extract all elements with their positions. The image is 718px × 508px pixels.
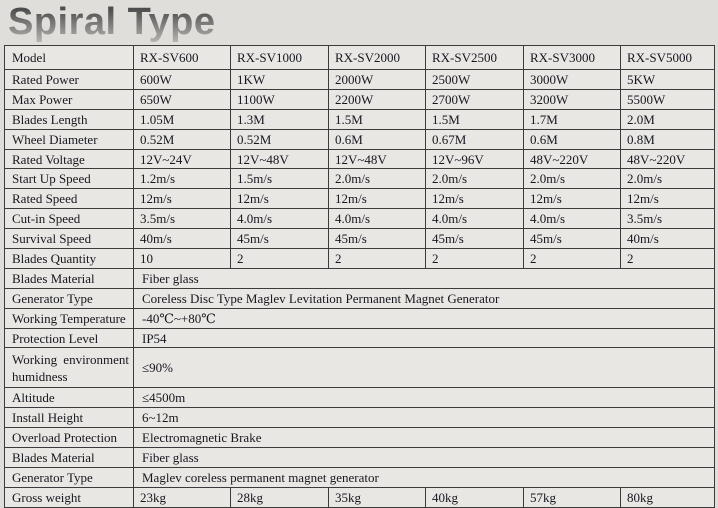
table-row <box>5 468 715 488</box>
value-cell: 1.3M <box>231 109 329 129</box>
row-label: Altitude <box>5 388 134 408</box>
row-label: Survival Speed <box>5 229 134 249</box>
table-row <box>5 129 715 149</box>
value-cell: 3200W <box>524 89 621 109</box>
value-cell: 4.0m/s <box>231 209 329 229</box>
value-cell: 3.5m/s <box>621 209 715 229</box>
value-cell: 23kg <box>134 487 231 507</box>
row-label: Blades Material <box>5 268 134 288</box>
table-row <box>5 268 715 288</box>
header-row <box>5 46 715 70</box>
value-cell: 2.0M <box>621 109 715 129</box>
value-cell: 45m/s <box>524 229 621 249</box>
page-title: Spiral Type <box>0 0 718 45</box>
value-cell: 0.6M <box>524 129 621 149</box>
table-row <box>5 388 715 408</box>
span-value-cell: 6~12m <box>134 408 715 428</box>
table-row <box>5 348 715 388</box>
table-row <box>5 70 715 90</box>
value-cell: 1KW <box>231 70 329 90</box>
value-cell: 2700W <box>426 89 524 109</box>
value-cell: 48V~220V <box>524 149 621 169</box>
value-cell: 2000W <box>329 70 426 90</box>
table-row <box>5 229 715 249</box>
table-row <box>5 169 715 189</box>
value-cell: 1100W <box>231 89 329 109</box>
row-label: Working environment humidness <box>5 348 134 388</box>
value-cell: 12m/s <box>134 189 231 209</box>
value-cell: 5KW <box>621 70 715 90</box>
value-cell: 2 <box>621 249 715 269</box>
value-cell: 45m/s <box>426 229 524 249</box>
row-label: Start Up Speed <box>5 169 134 189</box>
header-cell-model: Model <box>5 46 134 70</box>
value-cell: 12m/s <box>621 189 715 209</box>
value-cell: 0.52M <box>134 129 231 149</box>
header-cell-model-name: RX-SV2000 <box>329 46 426 70</box>
table-row <box>5 288 715 308</box>
table-row <box>5 109 715 129</box>
value-cell: 2.0m/s <box>621 169 715 189</box>
table-row <box>5 189 715 209</box>
value-cell: 57kg <box>524 487 621 507</box>
span-value-cell: -40℃~+80℃ <box>134 308 715 328</box>
table-row <box>5 428 715 448</box>
value-cell: 40m/s <box>134 229 231 249</box>
value-cell: 45m/s <box>329 229 426 249</box>
value-cell: 2.0m/s <box>524 169 621 189</box>
value-cell: 0.6M <box>329 129 426 149</box>
table-row <box>5 149 715 169</box>
header-cell-model-name: RX-SV3000 <box>524 46 621 70</box>
value-cell: 1.7M <box>524 109 621 129</box>
row-label: Rated Power <box>5 70 134 90</box>
value-cell: 12m/s <box>426 189 524 209</box>
row-label: Max Power <box>5 89 134 109</box>
row-label: Overload Protection <box>5 428 134 448</box>
spec-table <box>4 45 715 508</box>
value-cell: 1.2m/s <box>134 169 231 189</box>
value-cell: 4.0m/s <box>426 209 524 229</box>
value-cell: 2 <box>426 249 524 269</box>
table-row <box>5 448 715 468</box>
table-row <box>5 89 715 109</box>
value-cell: 3.5m/s <box>134 209 231 229</box>
value-cell: 40kg <box>426 487 524 507</box>
table-row <box>5 328 715 348</box>
row-label: Generator Type <box>5 468 134 488</box>
table-header <box>5 46 715 70</box>
value-cell: 2 <box>231 249 329 269</box>
value-cell: 0.67M <box>426 129 524 149</box>
row-label: Working Temperature <box>5 308 134 328</box>
header-cell-model-name: RX-SV600 <box>134 46 231 70</box>
value-cell: 2.0m/s <box>426 169 524 189</box>
span-value-cell: Maglev coreless permanent magnet generator <box>134 468 715 488</box>
value-cell: 80kg <box>621 487 715 507</box>
span-value-cell: ≤4500m <box>134 388 715 408</box>
row-label: Rated Speed <box>5 189 134 209</box>
value-cell: 1.5m/s <box>231 169 329 189</box>
header-cell-model-name: RX-SV2500 <box>426 46 524 70</box>
span-value-cell: Fiber glass <box>134 268 715 288</box>
value-cell: 2 <box>329 249 426 269</box>
span-value-cell: ≤90% <box>134 348 715 388</box>
value-cell: 2 <box>524 249 621 269</box>
row-label: Generator Type <box>5 288 134 308</box>
value-cell: 12m/s <box>329 189 426 209</box>
value-cell: 12V~24V <box>134 149 231 169</box>
row-label: Gross weight <box>5 487 134 507</box>
value-cell: 4.0m/s <box>329 209 426 229</box>
value-cell: 12m/s <box>524 189 621 209</box>
value-cell: 12V~48V <box>231 149 329 169</box>
value-cell: 600W <box>134 70 231 90</box>
value-cell: 4.0m/s <box>524 209 621 229</box>
row-label: Protection Level <box>5 328 134 348</box>
table-row <box>5 408 715 428</box>
row-label: Blades Quantity <box>5 249 134 269</box>
row-label: Blades Material <box>5 448 134 468</box>
value-cell: 28kg <box>231 487 329 507</box>
value-cell: 45m/s <box>231 229 329 249</box>
value-cell: 35kg <box>329 487 426 507</box>
value-cell: 1.5M <box>329 109 426 129</box>
span-value-cell: Fiber glass <box>134 448 715 468</box>
row-label: Install Height <box>5 408 134 428</box>
value-cell: 2.0m/s <box>329 169 426 189</box>
value-cell: 5500W <box>621 89 715 109</box>
table-row <box>5 487 715 507</box>
value-cell: 12m/s <box>231 189 329 209</box>
table-row <box>5 209 715 229</box>
value-cell: 3000W <box>524 70 621 90</box>
value-cell: 0.52M <box>231 129 329 149</box>
value-cell: 12V~48V <box>329 149 426 169</box>
table-row <box>5 249 715 269</box>
value-cell: 1.5M <box>426 109 524 129</box>
value-cell: 2500W <box>426 70 524 90</box>
row-label: Cut-in Speed <box>5 209 134 229</box>
value-cell: 2200W <box>329 89 426 109</box>
header-cell-model-name: RX-SV5000 <box>621 46 715 70</box>
table-row <box>5 308 715 328</box>
value-cell: 1.05M <box>134 109 231 129</box>
value-cell: 0.8M <box>621 129 715 149</box>
row-label: Blades Length <box>5 109 134 129</box>
span-value-cell: Coreless Disc Type Maglev Levitation Permanent Magnet Generator <box>134 288 715 308</box>
header-cell-model-name: RX-SV1000 <box>231 46 329 70</box>
value-cell: 40m/s <box>621 229 715 249</box>
span-value-cell: IP54 <box>134 328 715 348</box>
row-label: Wheel Diameter <box>5 129 134 149</box>
row-label: Rated Voltage <box>5 149 134 169</box>
value-cell: 12V~96V <box>426 149 524 169</box>
value-cell: 650W <box>134 89 231 109</box>
value-cell: 48V~220V <box>621 149 715 169</box>
value-cell: 10 <box>134 249 231 269</box>
span-value-cell: Electromagnetic Brake <box>134 428 715 448</box>
